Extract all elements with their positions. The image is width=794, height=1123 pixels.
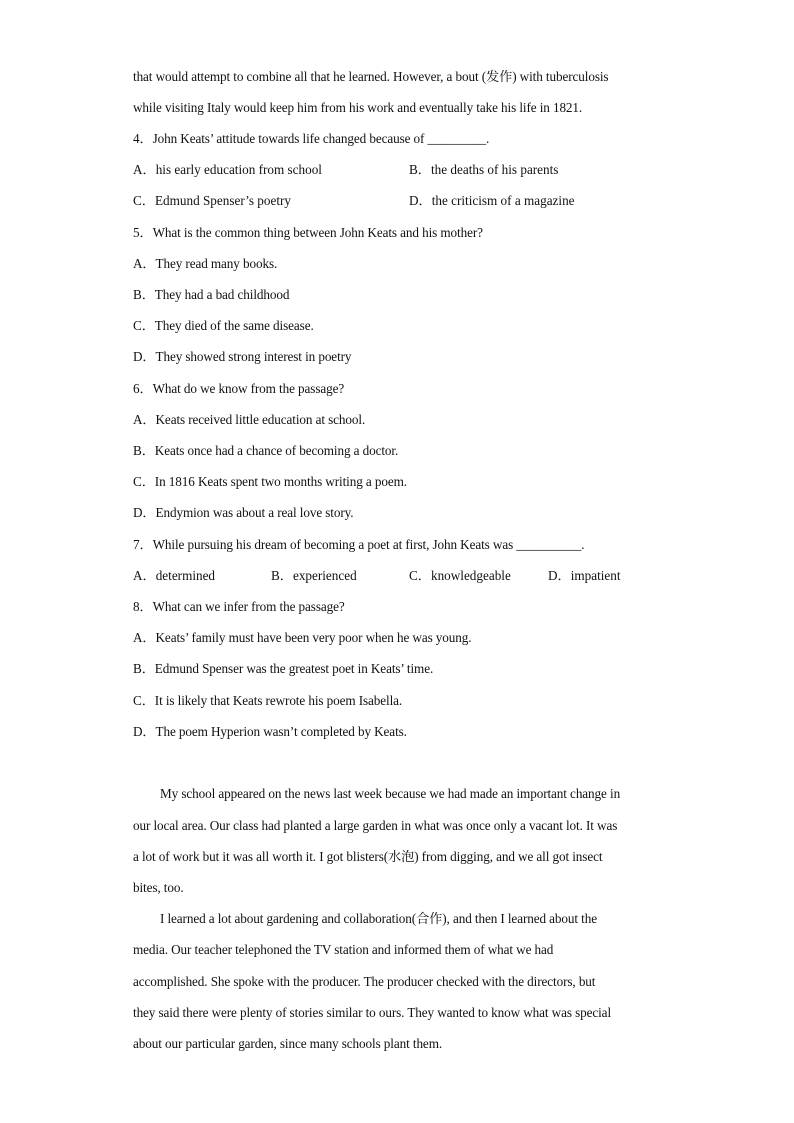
passage-line: while visiting Italy would keep him from his work and eventually take his life in 1821.: [133, 100, 583, 115]
option-b: B．experienced: [271, 568, 357, 583]
passage-2-paragraph-1-line: a lot of work but it was all worth it. I got blisters(水泡) from digging, and we all got insect: [133, 849, 603, 864]
option-c: C．knowledgeable: [409, 568, 511, 583]
question-8-stem: 8．What can we infer from the passage?: [133, 599, 345, 614]
passage-2-paragraph-2-line: they said there were plenty of stories similar to ours. They wanted to know what was special: [133, 1005, 612, 1020]
option-c: C．It is likely that Keats rewrote his poem Isabella.: [133, 693, 403, 708]
option-d: D．They showed strong interest in poetry: [133, 349, 352, 364]
option-a: A．Keats’ family must have been very poor when he was young.: [133, 630, 472, 645]
option-c: C．They died of the same disease.: [133, 318, 314, 333]
passage-2-paragraph-2-line: media. Our teacher telephoned the TV station and informed them of what we had: [133, 942, 554, 957]
passage-2-paragraph-1-line: bites, too.: [133, 880, 184, 895]
question-4-options-row-2: [0, 193, 794, 209]
option-d: D．the criticism of a magazine: [409, 193, 575, 208]
question-4-options-row-1: [0, 162, 794, 178]
option-a: A．determined: [133, 568, 216, 583]
question-7-stem: 7．While pursuing his dream of becoming a poet at first, John Keats was __________.: [133, 537, 585, 552]
passage-2-paragraph-2-line: about our particular garden, since many schools plant them.: [133, 1036, 443, 1051]
option-d: D．Endymion was about a real love story.: [133, 505, 354, 520]
option-c: C．In 1816 Keats spent two months writing a poem.: [133, 474, 407, 489]
question-4-stem: 4．John Keats’ attitude towards life changed because of _________.: [133, 131, 490, 146]
passage-line: that would attempt to combine all that he learned. However, a bout (发作) with tuberculosis: [133, 69, 609, 84]
option-a: A．They read many books.: [133, 256, 278, 271]
option-b: B．They had a bad childhood: [133, 287, 290, 302]
passage-2-paragraph-2-line: I learned a lot about gardening and collaboration(合作), and then I learned about the: [160, 911, 597, 926]
option-d: D．The poem Hyperion wasn’t completed by Keats.: [133, 724, 407, 739]
option-d: D．impatient: [548, 568, 621, 583]
passage-2-paragraph-1-line: My school appeared on the news last week because we had made an important change in: [160, 786, 621, 801]
passage-2-paragraph-1-line: our local area. Our class had planted a large garden in what was once only a vacant lot. It was: [133, 818, 618, 833]
question-5-stem: 5．What is the common thing between John Keats and his mother?: [133, 225, 483, 240]
option-a: A．Keats received little education at school.: [133, 412, 366, 427]
option-a: A．his early education from school: [133, 162, 322, 177]
option-b: B．Keats once had a chance of becoming a doctor.: [133, 443, 399, 458]
option-c: C．Edmund Spenser’s poetry: [133, 193, 291, 208]
option-b: B．the deaths of his parents: [409, 162, 559, 177]
question-6-stem: 6．What do we know from the passage?: [133, 381, 345, 396]
question-7-options-row: [0, 568, 794, 584]
option-b: B．Edmund Spenser was the greatest poet in Keats’ time.: [133, 661, 434, 676]
passage-2-paragraph-2-line: accomplished. She spoke with the producer. The producer checked with the directors, but: [133, 974, 596, 989]
